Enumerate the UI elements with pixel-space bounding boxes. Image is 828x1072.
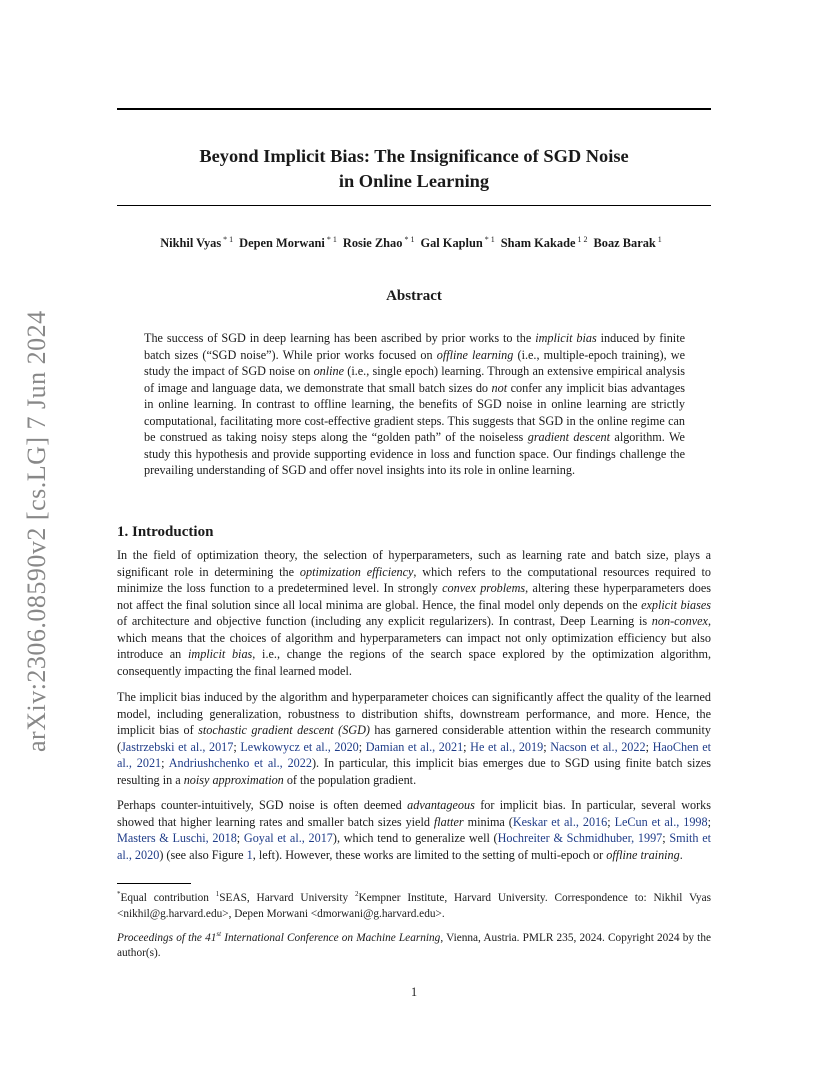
emphasis-text: offline learning — [436, 347, 514, 362]
text-run: , altering these hyperparameters does not affect the final solution since all local minima are global. Hence, the final model only depends on the — [117, 581, 711, 612]
affiliation-1: SEAS, Harvard University — [219, 892, 355, 904]
text-run: of the population gradient. — [283, 772, 417, 787]
author-list — [60, 235, 768, 251]
citation-link[interactable]: Masters & Luschi, 2018 — [117, 831, 237, 845]
citation-link[interactable]: Smith et al., 2020 — [117, 831, 712, 862]
emphasis-text: flatter — [433, 814, 464, 829]
affiliation-mark: 2 — [354, 890, 359, 898]
abstract-heading: Abstract — [386, 288, 442, 304]
emphasis-text: online — [313, 364, 345, 378]
text-run: The implicit bias induced by the algorithm and hyperparameter choices can significantly affect the quality of the learned model, including generalization, robustness to distribution shifts, downstream performance, and more. Hence, the implicit bias of — [117, 690, 711, 737]
text-run: ; — [645, 739, 653, 754]
author-name: Boaz Barak — [593, 236, 656, 250]
citation-link[interactable]: Nacson et al., 2022 — [550, 739, 646, 754]
text-run: ; — [707, 814, 711, 829]
text-run: In the field of optimization theory, the selection of hyperparameters, such as learning rate and batch size, plays a significant role in determining the — [117, 548, 711, 579]
title-bottom-rule — [117, 205, 711, 206]
footnote-mark: * — [117, 890, 121, 898]
text-run: ; — [543, 739, 551, 754]
text-run: minima ( — [463, 814, 513, 829]
emphasis-text: non-convex — [651, 614, 708, 628]
author-name: Rosie Zhao — [342, 236, 403, 250]
text-run: , which means that the choices of algorithm and hyperparameters can impact not only optimization efficiency but also introduce an — [117, 614, 711, 661]
title-line-2: in Online Learning — [338, 171, 490, 191]
text-run: ; — [233, 739, 241, 754]
footnote-rule — [117, 883, 191, 884]
arxiv-identifier: arXiv:2306.08590v2 [cs.LG] 7 Jun 2024 — [22, 310, 51, 752]
proceedings-venue: International Conference on Machine Learning — [221, 931, 441, 944]
text-run: has garnered considerable attention within the research community ( — [117, 723, 711, 754]
text-run: , i.e., change the regions of the search space explored by the optimization algorithm, consequently impacting the final learned model. — [117, 647, 711, 678]
intro-paragraph-2 — [117, 689, 711, 788]
author-affiliation-mark: * 1 — [223, 235, 234, 244]
emphasis-text: advantageous — [407, 798, 475, 812]
proceedings-ordinal: 41 — [205, 931, 217, 944]
emphasis-text: gradient descent — [527, 430, 610, 444]
text-run: (i.e., multiple-epoch training), we study the impact of SGD noise on — [144, 347, 685, 378]
intro-paragraph-3 — [117, 797, 711, 863]
author-name: Sham Kakade — [500, 236, 576, 250]
emphasis-text: implicit bias — [188, 647, 253, 661]
text-run: , which refers to the computational resources required to minimize the loss function to a predetermined level. In strongly — [117, 564, 711, 595]
text-run: of architecture and objective function (including any explicit regularizers). In contrast, Deep Learning is — [117, 614, 652, 628]
text-run: ; — [161, 756, 169, 770]
author-name: Depen Morwani — [239, 236, 325, 250]
section-heading-introduction: 1. Introduction — [117, 524, 214, 540]
citation-link[interactable]: Damian et al., 2021 — [365, 739, 464, 754]
text-run: Perhaps counter-intuitively, SGD noise is often deemed — [117, 798, 408, 812]
footnote — [117, 886, 711, 922]
citation-link[interactable]: Goyal et al., 2017 — [243, 831, 333, 845]
citation-link[interactable]: 1 — [246, 847, 253, 862]
author-affiliation-mark: * 1 — [326, 235, 337, 244]
text-run: for implicit bias. In particular, several works showed that higher learning rates and smaller batch sizes yield — [117, 798, 711, 829]
emphasis-text: not — [491, 380, 508, 395]
citation-link[interactable]: Hochreiter & Schmidhuber, 1997 — [497, 831, 663, 845]
top-rule — [117, 108, 711, 110]
paper-title — [117, 144, 711, 194]
citation-link[interactable]: Keskar et al., 2016 — [512, 814, 608, 829]
emphasis-text: offline training — [606, 847, 680, 862]
citation-link[interactable]: He et al., 2019 — [470, 739, 544, 754]
emphasis-text: convex problems — [442, 581, 526, 595]
emphasis-text: noisy approximation — [183, 772, 284, 787]
footnote-text: Equal contribution — [120, 892, 216, 904]
text-run: ) (see also Figure — [159, 847, 247, 862]
proceedings-ordinal-suffix: st — [216, 930, 222, 938]
affiliation-2: Kempner Institute, Harvard University. Correspondence to: Nikhil Vyas <nikhil@g.harvard.edu>, Depen Morwani <dmorwani@g.harvard.edu>. — [117, 892, 711, 920]
text-run: ; — [662, 831, 670, 845]
citation-link[interactable]: LeCun et al., 1998 — [614, 814, 708, 829]
emphasis-text: implicit bias — [535, 331, 597, 345]
title-line-1: Beyond Implicit Bias: The Insignificance of SGD Noise — [199, 146, 629, 166]
emphasis-text: optimization efficiency — [299, 564, 414, 579]
citation-link[interactable]: Andriushchenko et al., 2022 — [168, 756, 312, 770]
emphasis-text: stochastic gradient descent (SGD) — [198, 723, 370, 737]
author-name: Gal Kaplun — [420, 236, 483, 250]
page-number: 1 — [410, 985, 418, 999]
text-run: ; — [463, 739, 471, 754]
proceedings-note — [117, 927, 711, 962]
text-run: , left). However, these works are limited to the setting of multi-epoch or — [252, 847, 607, 862]
text-run: The success of SGD in deep learning has been ascribed by prior works to the — [144, 331, 536, 345]
author-affiliation-mark: * 1 — [484, 235, 495, 244]
text-run: ). In particular, this implicit bias emerges due to SGD using finite batch sizes resulting in a — [117, 756, 712, 787]
proceedings-prefix: Proceedings of the — [117, 931, 206, 944]
text-run: ; — [358, 739, 366, 754]
text-run: (i.e., single epoch) learning. Through an extensive empirical analysis of image and language data, we demonstrate that small batch sizes do — [144, 364, 685, 395]
text-run: induced by finite batch sizes (“SGD noise”). While prior works focused on — [144, 331, 685, 362]
citation-link[interactable]: HaoChen et al., 2021 — [117, 739, 711, 770]
text-run: ; — [236, 831, 244, 845]
proceedings-rest: , Vienna, Austria. PMLR 235, 2024. Copyright 2024 by the author(s). — [117, 931, 711, 960]
intro-paragraph-1 — [117, 547, 711, 679]
text-run: . — [679, 847, 683, 862]
affiliation-mark: 1 — [215, 890, 220, 898]
citation-link[interactable]: Jastrzebski et al., 2017 — [121, 739, 234, 754]
text-run: ), which tend to generalize well ( — [332, 831, 498, 845]
author-name: Nikhil Vyas — [160, 236, 222, 250]
text-run: algorithm. We study this hypothesis and provide supporting evidence in loss and function space. Our findings challenge the prevailing understanding of SGD and offer novel insights into its role in online learning. — [144, 430, 685, 477]
text-run: confer any implicit bias advantages in online learning. In contrast to offline learning, the benefits of SGD noise in online learning are strictly computational, facilitating more cost-effective gradient steps. This suggests that SGD in the online regime can be construed as taking noisy steps along the “golden path” of the noiseless — [144, 380, 685, 444]
author-affiliation-mark: * 1 — [404, 235, 415, 244]
citation-link[interactable]: Lewkowycz et al., 2020 — [240, 739, 359, 754]
abstract-text — [144, 330, 685, 479]
text-run: ; — [607, 814, 615, 829]
author-affiliation-mark: 1 2 — [577, 235, 588, 244]
emphasis-text: explicit biases — [641, 597, 711, 612]
author-affiliation-mark: 1 — [657, 235, 662, 244]
